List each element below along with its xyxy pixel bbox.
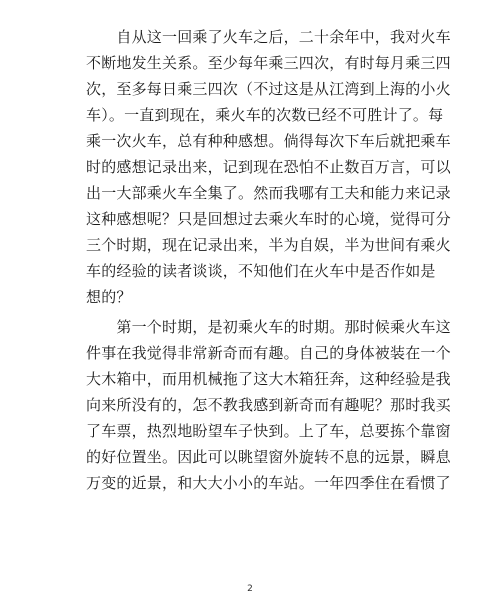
- text-line: 三个时期，现在记录出来，半为自娱，半为世间有乘火: [86, 236, 451, 254]
- text-line: 车）。一直到现在，乘火车的次数已经不可胜计了。每: [86, 106, 444, 124]
- paragraph-2: [86, 314, 451, 496]
- text-line: 的好位置坐。因此可以眺望窗外旋转不息的远景，瞬息: [86, 448, 451, 466]
- text-line: 自从这一回乘了火车之后，二十余年中，我对火车: [86, 28, 451, 46]
- document-body: [86, 24, 451, 496]
- text-line: 乘一次火车，总有种种感想。倘得每次下车后就把乘车: [86, 132, 451, 150]
- text-line: 次，至多每日乘三四次（不过这是从江湾到上海的小火: [86, 80, 451, 98]
- text-line: 大木箱中，而用机械拖了这大木箱狂奔，这种经验是我: [86, 370, 451, 388]
- page-number: 2: [247, 584, 253, 594]
- text-line: 想的？: [86, 288, 132, 306]
- text-line: 这种感想呢？只是回想过去乘火车时的心境，觉得可分: [86, 210, 451, 228]
- text-line: 不断地发生关系。至少每年乘三四次，有时每月乘三四: [86, 54, 451, 72]
- text-line: 万变的近景，和大大小小的车站。一年四季住在看惯了: [86, 474, 451, 492]
- text-line: 向来所没有的，怎不教我感到新奇而有趣呢？那时我买: [86, 396, 451, 414]
- text-line: 车的经验的读者谈谈，不知他们在火车中是否作如是: [86, 262, 436, 280]
- text-line: 第一个时期，是初乘火车的时期。那时候乘火车这: [86, 318, 451, 336]
- text-line: 了车票，热烈地盼望车子快到。上了车，总要拣个靠窗: [86, 422, 451, 440]
- paragraph-1: [86, 24, 451, 310]
- text-line: 时的感想记录出来，记到现在恐怕不止数百万言，可以: [86, 158, 451, 176]
- text-line: 出一大部乘火车全集了。然而我哪有工夫和能力来记录: [86, 184, 451, 202]
- text-line: 件事在我觉得非常新奇而有趣。自己的身体被装在一个: [86, 344, 451, 362]
